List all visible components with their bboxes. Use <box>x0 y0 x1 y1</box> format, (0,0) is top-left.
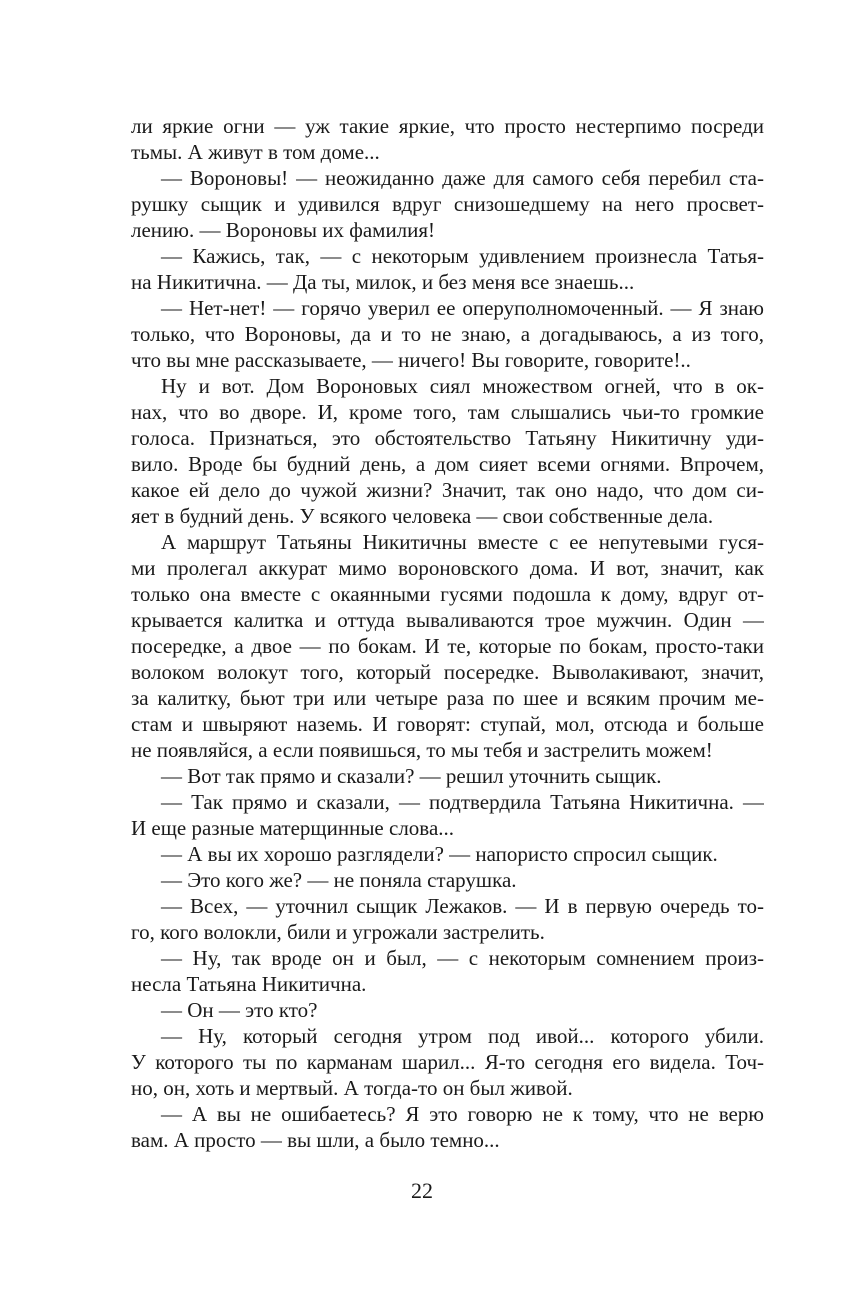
text-line: посередке, а двое — по бокам. И те, которые по бокам, просто-таки <box>131 634 764 658</box>
text-line: яет в будний день. У всякого человека — свои собственные дела. <box>131 504 714 528</box>
text-line: — Нет-нет! — горячо уверил ее оперуполномоченный. — Я знаю <box>161 296 764 320</box>
text-line: А маршрут Татьяны Никитичны вместе с ее непутевыми гуся- <box>161 530 764 554</box>
paragraph <box>131 763 764 789</box>
paragraph <box>131 113 764 165</box>
text-line: только она вместе с окаянными гусями подошла к дому, вдруг от- <box>131 582 764 606</box>
paragraph <box>131 841 764 867</box>
text-line: рушку сыщик и удивился вдруг снизошедшему на него просвет- <box>131 192 764 216</box>
text-line: что вы мне рассказываете, — ничего! Вы говорите, говорите!.. <box>131 348 691 372</box>
paragraph <box>131 1023 764 1101</box>
text-line: нах, что во дворе. И, кроме того, там слышались чьи-то громкие <box>131 400 764 424</box>
text-line: лению. — Вороновы их фамилия! <box>131 218 436 242</box>
text-line: волоком волокут того, который посередке. Выволакивают, значит, <box>131 660 764 684</box>
text-line: стам и швыряют наземь. И говорят: ступай, мол, отсюда и больше <box>131 712 764 736</box>
text-line: вам. А просто — вы шли, а было темно... <box>131 1128 500 1152</box>
text-line: за калитку, бьют три или четыре раза по шее и всяким прочим ме- <box>131 686 764 710</box>
text-line: И еще разные матерщинные слова... <box>131 816 455 840</box>
text-line: го, кого волокли, били и угрожали застрелить. <box>131 920 545 944</box>
text-line: но, он, хоть и мертвый. А тогда-то он был живой. <box>131 1076 573 1100</box>
paragraph <box>131 789 764 841</box>
text-line: голоса. Признаться, это обстоятельство Татьяну Никитичну уди- <box>131 426 764 450</box>
text-line: не появляйся, а если появишься, то мы тебя и застрелить можем! <box>131 738 713 762</box>
text-line: Ну и вот. Дом Вороновых сиял множеством огней, что в ок- <box>161 374 764 398</box>
paragraph <box>131 867 764 893</box>
paragraph <box>131 1101 764 1153</box>
text-line: У которого ты по карманам шарил... Я-то сегодня его видела. Точ- <box>131 1050 764 1074</box>
text-line: — Так прямо и сказали, — подтвердила Татьяна Никитична. — <box>161 790 764 814</box>
text-line: крывается калитка и оттуда вываливаются трое мужчин. Один — <box>131 608 764 632</box>
paragraph <box>131 295 764 373</box>
text-line: тьмы. А живут в том доме... <box>131 140 380 164</box>
text-line: — А вы их хорошо разглядели? — напористо спросил сыщик. <box>161 842 718 866</box>
text-line: — А вы не ошибаетесь? Я это говорю не к тому, что не верю <box>161 1102 764 1126</box>
text-line: несла Татьяна Никитична. <box>131 972 367 996</box>
page-number: 22 <box>411 1178 433 1203</box>
paragraph <box>131 243 764 295</box>
text-line: вило. Вроде бы будний день, а дом сияет всеми огнями. Впрочем, <box>131 452 764 476</box>
text-line: — Он — это кто? <box>161 998 318 1022</box>
text-line: на Никитична. — Да ты, милок, и без меня все знаешь... <box>131 270 635 294</box>
text-line: — Вот так прямо и сказали? — решил уточнить сыщик. <box>161 764 662 788</box>
paragraph <box>131 945 764 997</box>
text-line: ли яркие огни — уж такие яркие, что просто нестерпимо посреди <box>131 114 764 138</box>
page-text <box>131 113 764 1153</box>
paragraph <box>131 893 764 945</box>
text-line: — Ну, так вроде он и был, — с некоторым сомнением произ- <box>161 946 764 970</box>
text-line: только, что Вороновы, да и то не знаю, а догадываюсь, а из того, <box>131 322 764 346</box>
text-line: — Кажись, так, — с некоторым удивлением произнесла Татья- <box>161 244 764 268</box>
paragraph <box>131 529 764 763</box>
text-line: — Вороновы! — неожиданно даже для самого себя перебил ста- <box>161 166 764 190</box>
text-line: — Ну, который сегодня утром под ивой... которого убили. <box>161 1024 764 1048</box>
paragraph <box>131 373 764 529</box>
paragraph <box>131 165 764 243</box>
text-line: — Это кого же? — не поняла старушка. <box>161 868 517 892</box>
text-line: ми пролегал аккурат мимо вороновского дома. И вот, значит, как <box>131 556 764 580</box>
paragraph <box>131 997 764 1023</box>
text-line: какое ей дело до чужой жизни? Значит, так оно надо, что дом си- <box>131 478 764 502</box>
text-line: — Всех, — уточнил сыщик Лежаков. — И в первую очередь то- <box>161 894 764 918</box>
